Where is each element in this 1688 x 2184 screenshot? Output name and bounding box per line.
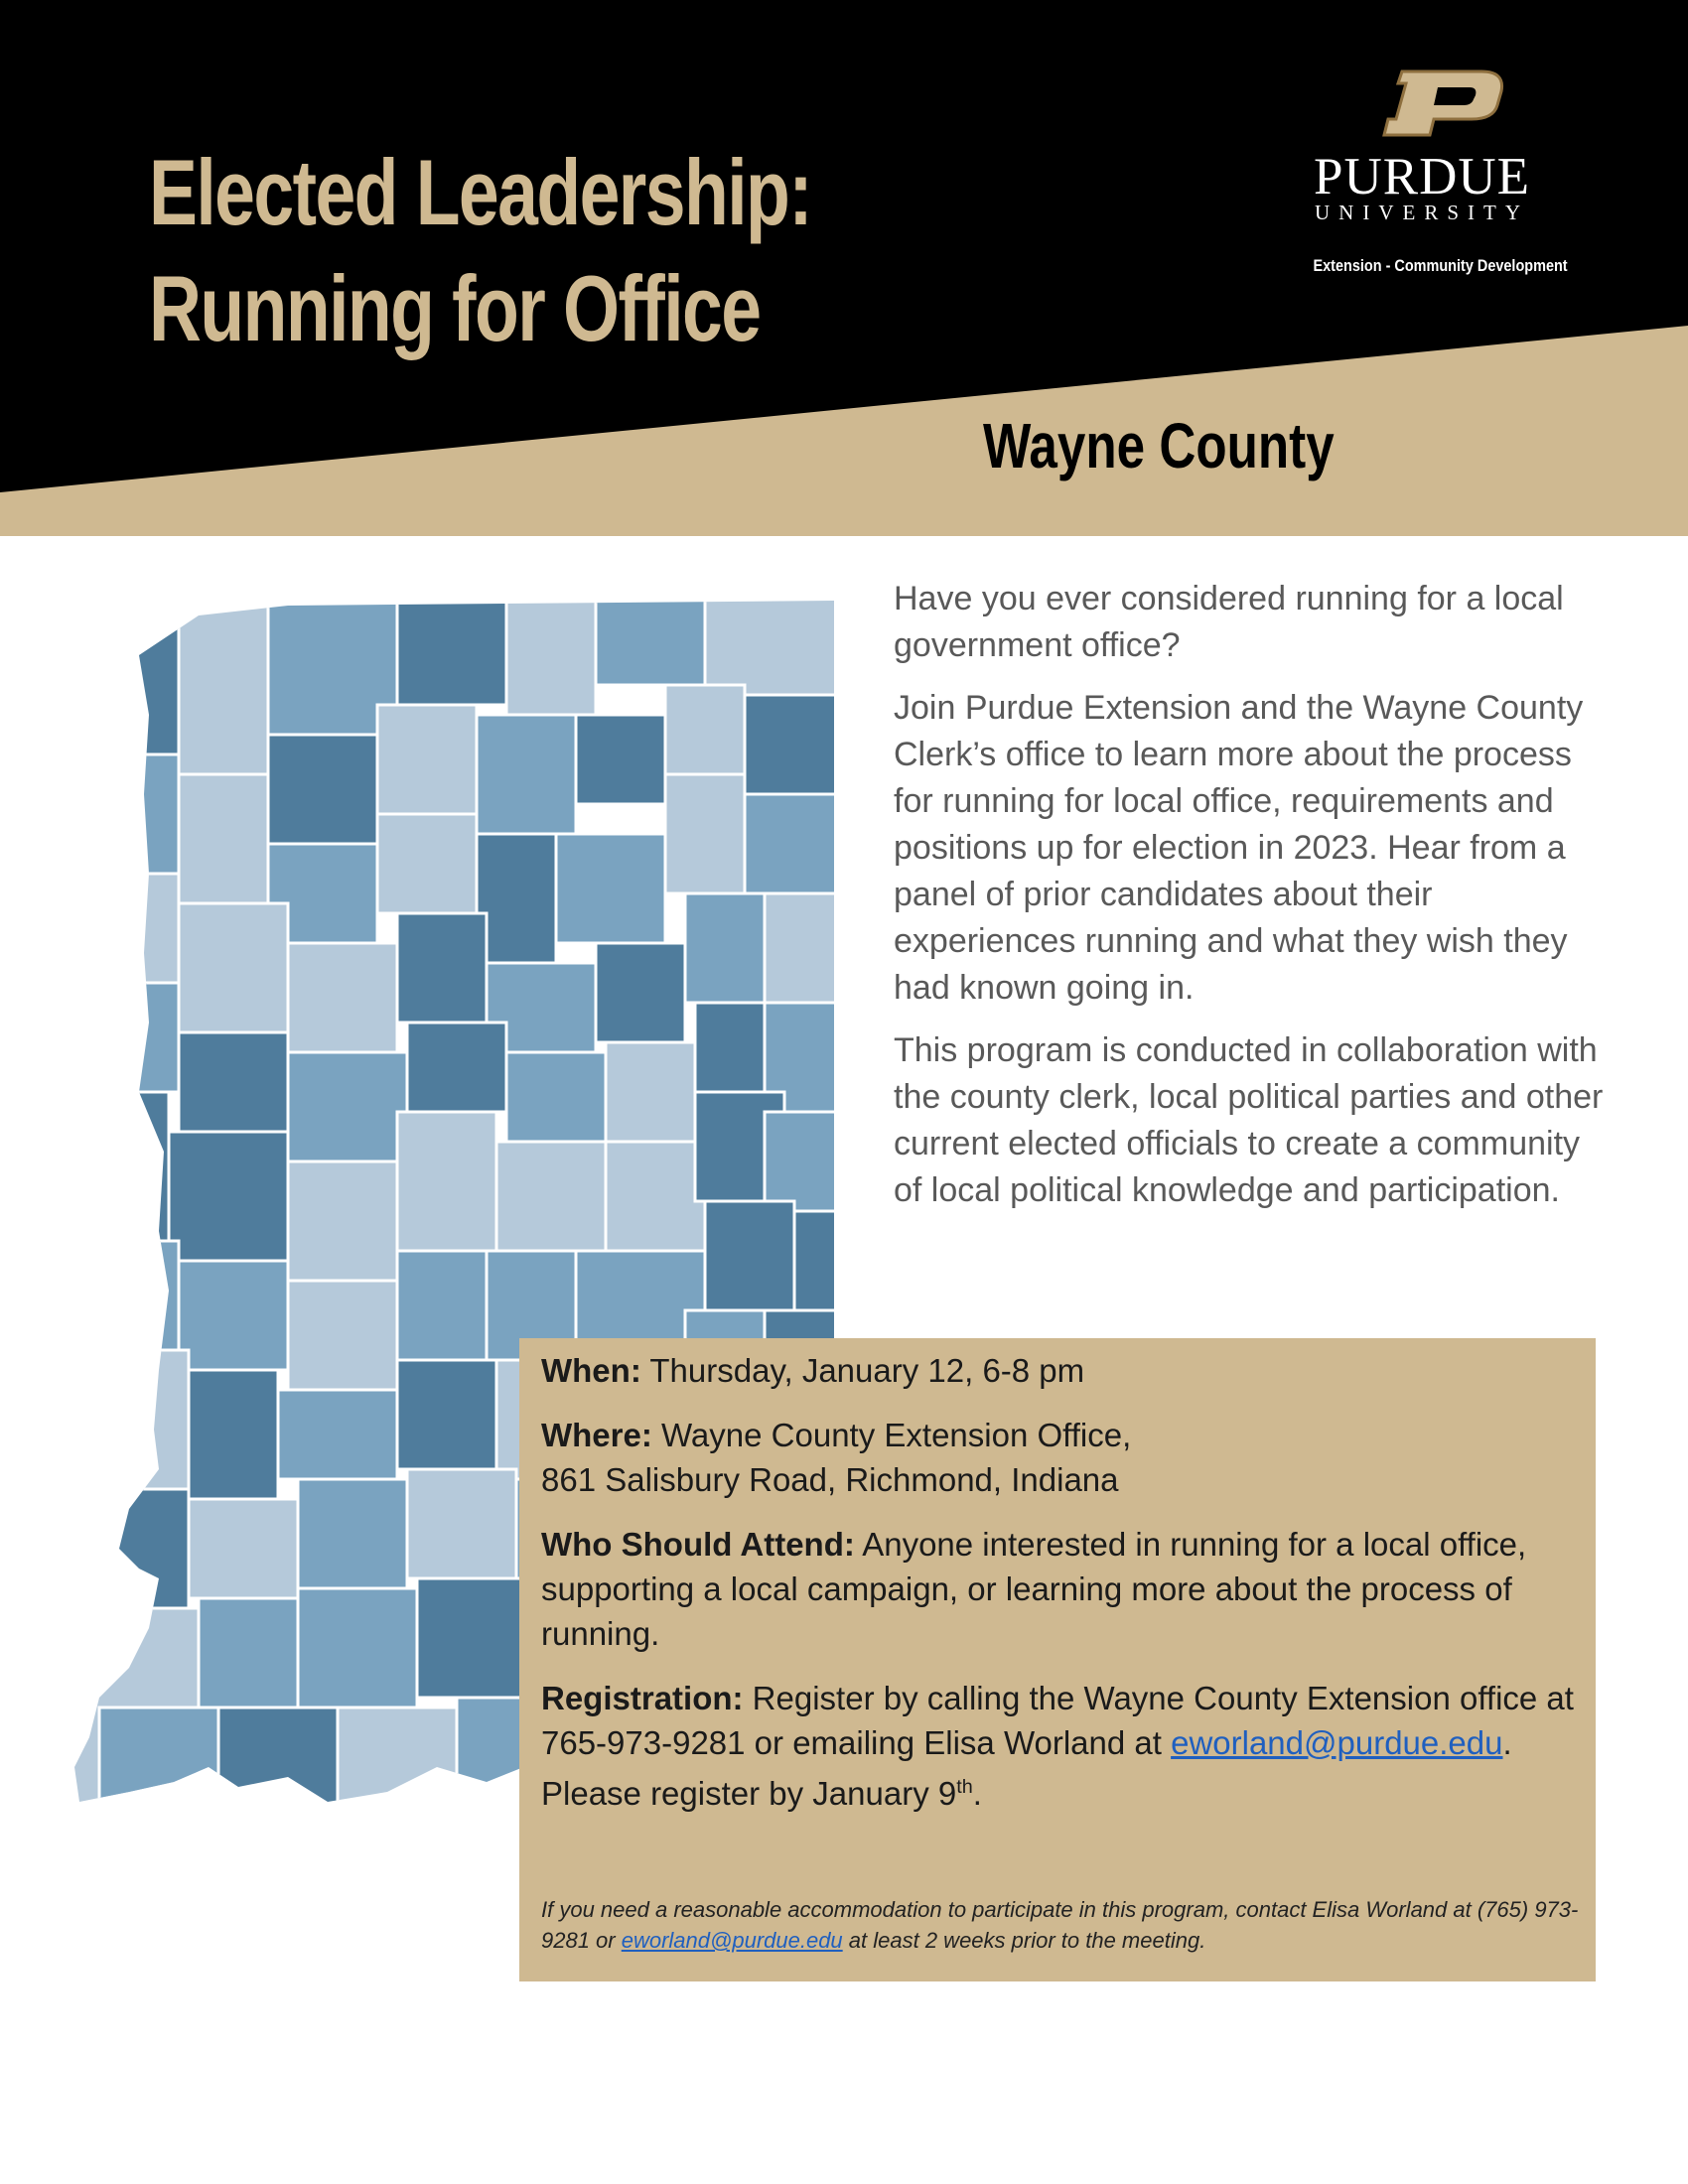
where-line [541,1413,1584,1502]
registration-text: Register by calling the Wayne County Extension office at 765-973-9281 or emailing Elisa Worland at [541,1680,1574,1761]
registration-label: Registration: [541,1680,744,1716]
title-line-2: Running for Office [149,256,761,360]
who-label: Who Should Attend: [541,1526,855,1563]
who-value: Anyone interested in running for a local office, supporting a local campaign, or learning more about the process of running. [541,1526,1527,1652]
accommodation-note [541,1894,1584,1956]
intro-collaboration: This program is conducted in collaboration with the county clerk, local political parties and other current elected officials to create a community of local political knowledge and participation. [894,1031,1604,1209]
registration-deadline: . Please register by January 9 [541,1724,1512,1812]
registration-end: . [972,1775,982,1812]
page-title [149,134,811,366]
intro-text [894,576,1609,1230]
purdue-p-logo-icon [1378,69,1507,137]
where-value-line1: Wayne County Extension Office, [651,1417,1132,1453]
accommodation-text-end: at least 2 weeks prior to the meeting. [842,1928,1206,1953]
registration-line [541,1676,1584,1816]
registration-email-link[interactable]: eworland@purdue.edu [1171,1724,1503,1761]
when-value: Thursday, January 12, 6-8 pm [640,1352,1085,1389]
intro-description: Join Purdue Extension and the Wayne County Clerk’s office to learn more about the process for running for local office, requirements and positions up for election in 2023. Hear from a panel of prior candidates about their experiences running and what they wish they had known going in. [894,689,1584,1007]
registration-deadline-suffix: th [956,1776,973,1798]
when-line [541,1348,1584,1393]
where-value-line2: 861 Salisbury Road, Richmond, Indiana [541,1461,1119,1498]
title-line-1: Elected Leadership: [149,140,812,244]
accommodation-text: If you need a reasonable accommodation to participate in this program, contact Elisa Worland at (765) 973-9281 or [541,1897,1579,1953]
accommodation-email-link[interactable]: eworland@purdue.edu [621,1928,843,1953]
purdue-wordmark: PURDUE [1313,148,1531,205]
event-details [541,1348,1584,1836]
intro-question: Have you ever considered running for a local government office? [894,580,1564,664]
extension-subtitle: Extension - Community Development [1313,256,1568,275]
where-label: Where: [541,1417,652,1453]
when-label: When: [541,1352,641,1389]
who-line [541,1522,1584,1656]
university-wordmark: UNIVERSITY [1315,201,1529,224]
county-heading: Wayne County [983,410,1335,481]
